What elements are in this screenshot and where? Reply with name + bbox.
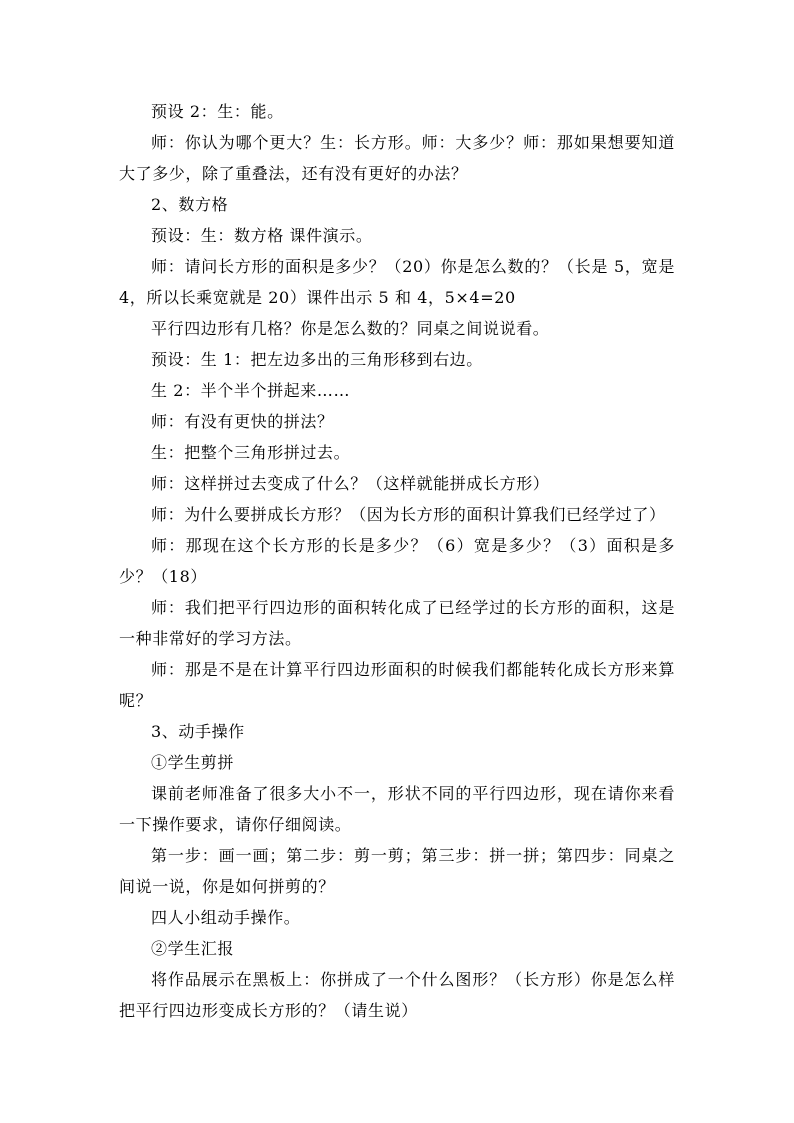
paragraph-show-work: 将作品展示在黑板上：你拼成了一个什么图形？（长方形）你是怎么样把平行四边形变成长方形的？（请生说）: [119, 970, 675, 1020]
section-heading-hands-on: 3、动手操作: [151, 722, 245, 741]
paragraph-steps: 第一步：画一画；第二步：剪一剪；第三步：拼一拼；第四步：同桌之间说一说，你是如何拼剪的？: [119, 846, 675, 896]
paragraph-group-operation: 四人小组动手操作。: [151, 908, 301, 927]
paragraph-teacher-always-convert: 师：那是不是在计算平行四边形面积的时候我们都能转化成长方形来算呢？: [119, 660, 675, 710]
paragraph-student-2: 生 2：半个半个拼起来……: [151, 381, 351, 400]
subheading-student-cut-paste: ①学生剪拼: [151, 753, 235, 772]
paragraph-preset-count-squares: 预设：生：数方格 课件演示。: [151, 226, 373, 245]
paragraph-teacher-length-width: 师：那现在这个长方形的长是多少？（6）宽是多少？（3）面积是多少？（18）: [119, 536, 675, 586]
paragraph-student-whole-triangle: 生：把整个三角形拼过去。: [151, 443, 351, 462]
paragraph-teacher-faster: 师：有没有更快的拼法？: [151, 412, 334, 431]
document-body: [119, 96, 675, 1026]
paragraph-teacher-what-shape: 师：这样拼过去变成了什么？（这样就能拼成长方形）: [151, 474, 550, 493]
paragraph-rectangle-area: 师：请问长方形的面积是多少？（20）你是怎么数的？（长是 5，宽是 4，所以长乘宽就是 20）课件出示 5 和 4，5×4=20: [119, 257, 675, 307]
paragraph-teacher-prepared: 课前老师准备了很多大小不一，形状不同的平行四边形，现在请你来看一下操作要求，请你仔细阅读。: [119, 784, 675, 834]
paragraph-preset-2: 预设 2：生：能。: [151, 102, 284, 121]
section-heading-count-squares: 2、数方格: [151, 195, 229, 214]
paragraph-preset-student-1: 预设：生 1：把左边多出的三角形移到右边。: [151, 350, 483, 369]
paragraph-parallelogram-squares: 平行四边形有几格？你是怎么数的？同桌之间说说看。: [151, 319, 550, 338]
paragraph-teacher-which-bigger: 师：你认为哪个更大？生：长方形。师：大多少？师：那如果想要知道大了多少，除了重叠法，还有没有更好的办法？: [119, 133, 675, 183]
paragraph-teacher-why-rectangle: 师：为什么要拼成长方形？（因为长方形的面积计算我们已经学过了）: [151, 505, 666, 524]
paragraph-teacher-conversion: 师：我们把平行四边形的面积转化成了已经学过的长方形的面积，这是一种非常好的学习方法。: [119, 598, 675, 648]
subheading-student-report: ②学生汇报: [151, 939, 235, 958]
